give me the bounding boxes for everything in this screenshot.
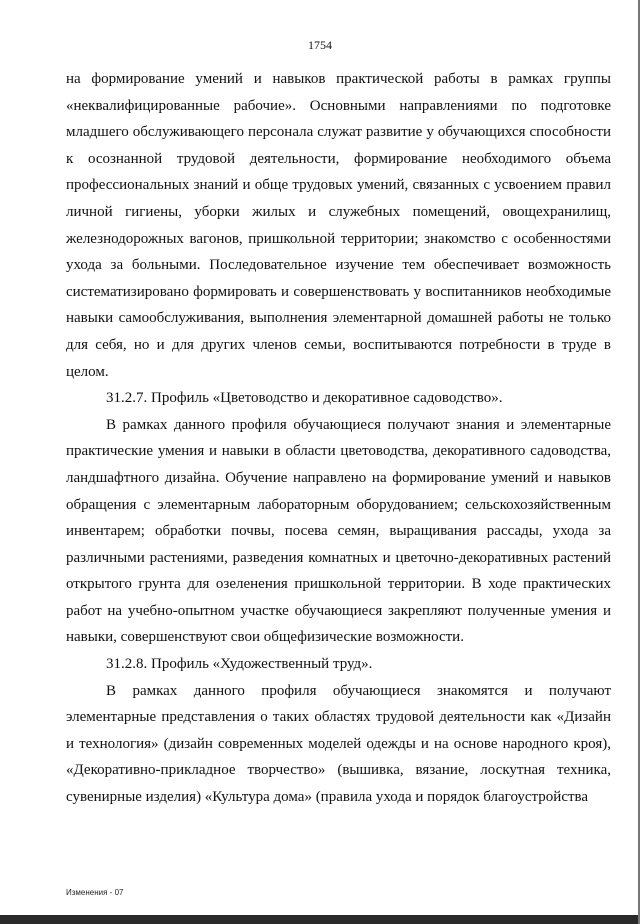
paragraph-artistic-labor: В рамках данного профиля обучающиеся знакомятся и получают элементарные представления о таких областях трудовой деятельности как «Дизайн и технология» (дизайн современных моделей одежды и на основе народного кроя), «Декоративно-прикладное творчество» (вышивка, вязание, лоскутная техника, сувенирные изделия) «Культура дома» (правила ухода и порядок благоустройства — [66, 682, 611, 806]
scan-bottom-edge — [0, 915, 640, 924]
document-body — [66, 66, 611, 811]
section-heading-31-2-7: 31.2.7. Профиль «Цветоводство и декоративное садоводство». — [106, 390, 503, 407]
paragraph-floriculture: В рамках данного профиля обучающиеся получают знания и элементарные практические умения и навыки в области цветоводства, декоративного садоводства, ландшафтного дизайна. Обучение направлено на формирование умений и навыков обращения с элементарным лабораторным оборудованием; сельскохозяйственным инвентарем; обработки почвы, посева семян, выращивания рассады, ухода за различными растениями, разведения комнатных и цветочно-декоративных растений открытого грунта для озеленения пришкольной территории. В ходе практических работ на учебно-опытном участке обучающиеся закрепляют полученные умения и навыки, совершенствуют свои общефизические возможности. — [66, 416, 611, 646]
paragraph-continued: на формирование умений и навыков практической работы в рамках группы «неквалифицированные рабочие». Основными направлениями по подготовке младшего обслуживающего персонала служат развитие у обучающихся способности к осознанной трудовой деятельности, формирование необходимого объема профессиональных знаний и обще трудовых умений, связанных с усвоением правил личной гигиены, уборки жилых и служебных помещений, овощехранилищ, железнодорожных вагонов, пришкольной территории; знакомство с особенностями ухода за больными. Последовательное изучение тем обеспечивает возможность систематизировано формировать и совершенствовать у воспитанников необходимые навыки самообслуживания, выполнения элементарной домашней работы не только для себя, но и для других членов семьи, воспитываются потребности в труде в целом. — [66, 71, 611, 380]
footer-revision-note: Изменения - 07 — [66, 888, 124, 897]
section-heading-31-2-8: 31.2.8. Профиль «Художественный труд». — [106, 656, 373, 673]
page-number: 1754 — [308, 38, 332, 52]
